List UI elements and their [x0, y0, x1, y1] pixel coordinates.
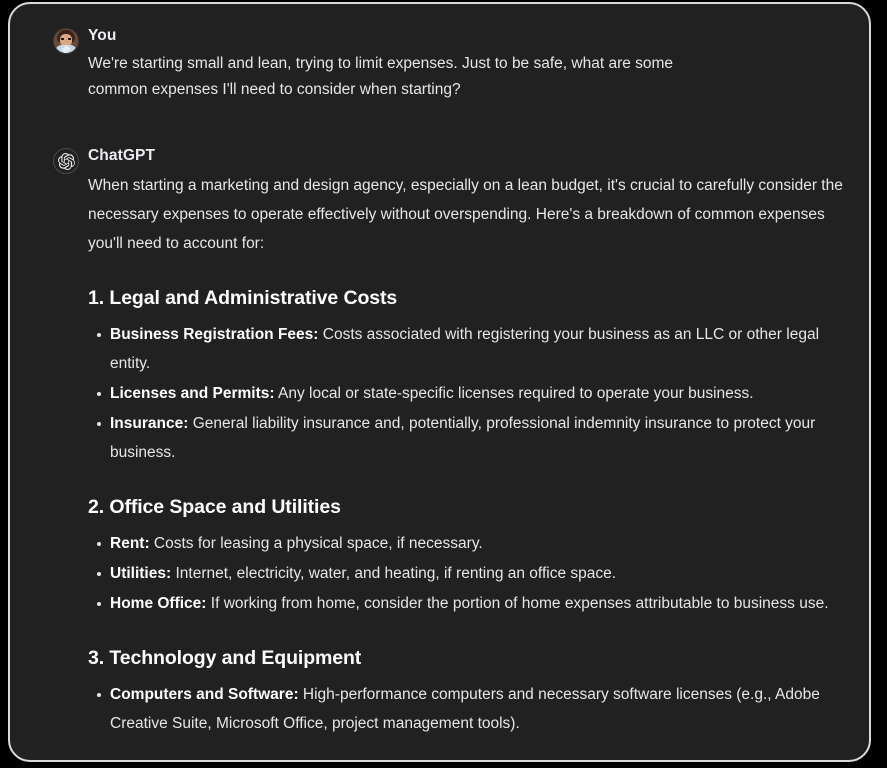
list-item-text: Costs associated with registering your business as an LLC or other legal entity. [110, 326, 820, 372]
list-item [110, 589, 853, 618]
list-item-term: Insurance: [110, 415, 189, 432]
list-item-text: If working from home, consider the portion of home expenses attributable to business use. [206, 595, 829, 612]
assistant-intro-paragraph: When starting a marketing and design agency, especially on a lean budget, it's crucial to carefully consider the necessary expenses to operate effectively without overspending. Here's a breakdown of common expenses you'll need to account for: [88, 177, 843, 252]
section-heading-3: 3. Technology and Equipment [88, 647, 362, 669]
list-item-term: Utilities: [110, 565, 172, 582]
section-heading-1: 1. Legal and Administrative Costs [88, 287, 398, 309]
list-item [110, 409, 853, 467]
list-item-text: High-performance computers and necessary software licenses (e.g., Adobe Creative Suite, Microsoft Office, project management tools). [110, 686, 820, 732]
list-item-text: General liability insurance and, potentially, professional indemnity insurance to protect your business. [110, 415, 816, 461]
list-item-text: Any local or state-specific licenses required to operate your business. [274, 385, 754, 402]
conversation-scroll-area[interactable] [10, 4, 869, 760]
list-item [110, 320, 853, 378]
message-user [10, 26, 869, 103]
avatar-eyes-shape [61, 38, 71, 40]
avatar [53, 148, 79, 174]
chat-conversation-panel [8, 2, 871, 762]
list-item-term: Home Office: [110, 595, 207, 612]
section-bullet-list-3 [88, 680, 853, 738]
list-item [110, 559, 853, 588]
list-item [110, 680, 853, 738]
openai-logo-icon [53, 148, 79, 174]
avatar [53, 28, 79, 54]
message-author-name: You [88, 27, 117, 44]
section-bullet-list-1 [88, 320, 853, 467]
list-item [110, 379, 853, 408]
user-message-text: We're starting small and lean, trying to limit expenses. Just to be safe, what are some common expenses I'll need to consider when starting? [88, 55, 674, 98]
list-item-term: Business Registration Fees: [110, 326, 319, 343]
assistant-message-body [88, 171, 853, 738]
list-item-text: Costs for leasing a physical space, if necessary. [149, 535, 483, 552]
section-bullet-list-2 [88, 529, 853, 618]
list-item [110, 529, 853, 558]
list-item-term: Rent: [110, 535, 150, 552]
message-assistant [10, 146, 869, 738]
list-item-term: Licenses and Permits: [110, 385, 275, 402]
list-item-text: Internet, electricity, water, and heating, if renting an office space. [171, 565, 617, 582]
message-author-name: ChatGPT [88, 147, 156, 164]
user-photo-avatar [53, 28, 79, 54]
list-item-term: Computers and Software: [110, 686, 299, 703]
section-heading-2: 2. Office Space and Utilities [88, 496, 341, 518]
